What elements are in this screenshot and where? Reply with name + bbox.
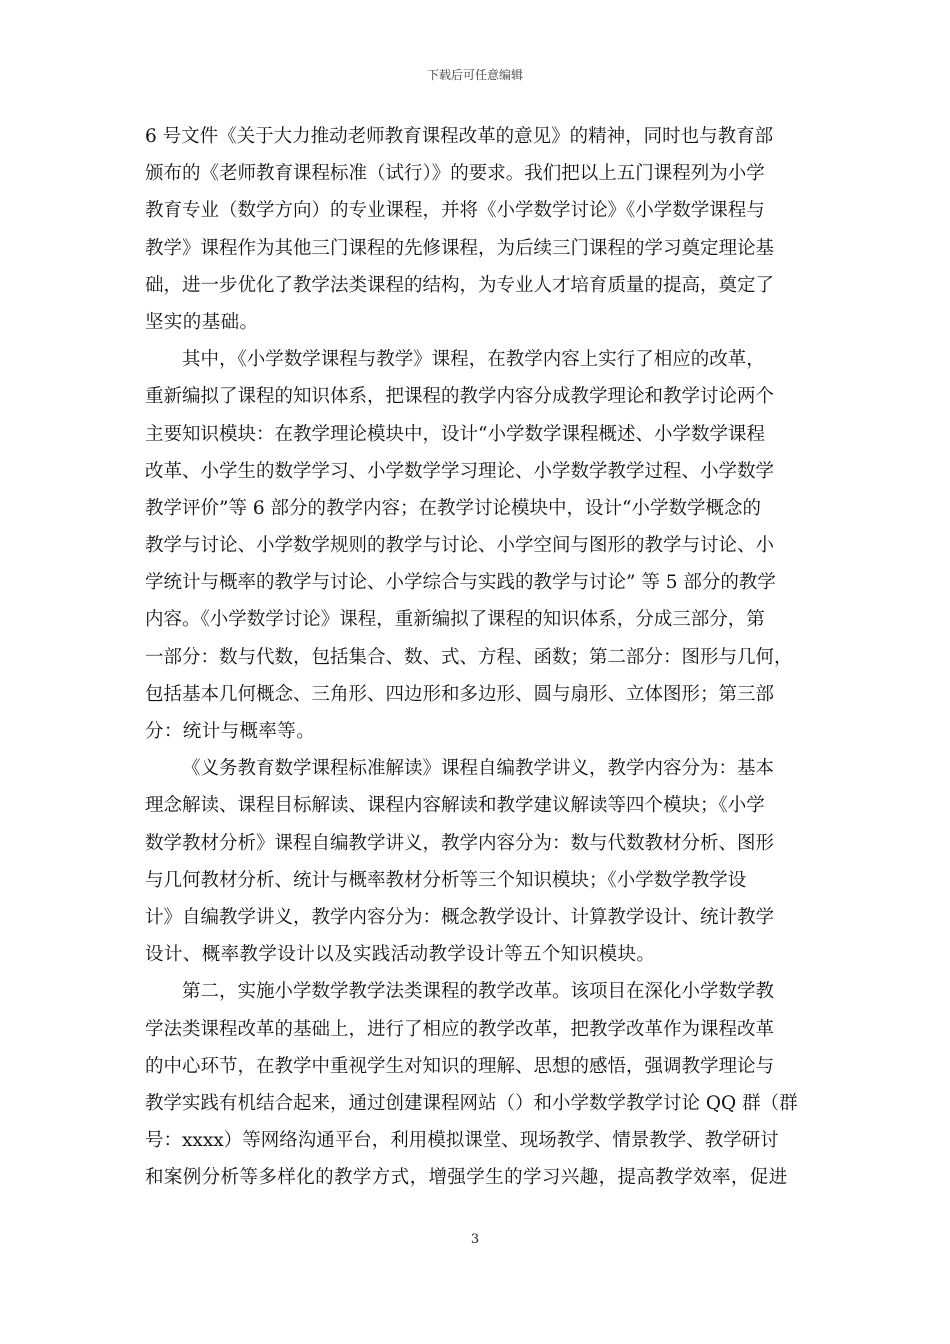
text-line: 和案例分析等多样化的教学方式，增强学生的学习兴趣，提高教学效率，促进 <box>145 1167 788 1189</box>
text-line: 设计、概率教学设计以及实践活动教学设计等五个知识模块。 <box>145 944 656 966</box>
text-line: 理念解读、课程目标解读、课程内容解读和教学建议解读等四个模块；《小学 <box>145 795 765 817</box>
text-line: 教学评价”等 6 部分的教学内容；在教学讨论模块中，设计“小学数学概念的 <box>145 497 761 519</box>
text-line: 教学实践有机结合起来，通过创建课程网站（）和小学数学教学讨论 QQ 群（群 <box>145 1092 798 1114</box>
text-line: 教学与讨论、小学数学规则的教学与讨论、小学空间与图形的教学与讨论、小 <box>145 535 775 557</box>
text-line: 颁布的《老师教育课程标准（试行）》的要求。我们把以上五门课程列为小学 <box>145 163 765 185</box>
page-header: 下载后可任意编辑 <box>426 68 523 82</box>
text-line: 第二，实施小学数学教学法类课程的教学改革。该项目在深化小学数学教 <box>182 981 775 1003</box>
text-line: 其中，《小学数学课程与教学》课程，在教学内容上实行了相应的改革， <box>182 349 765 371</box>
text-line: 6 号文件《关于大力推动老师教育课程改革的意见》的精神，同时也与教育部 <box>145 126 774 147</box>
text-line: 包括基本几何概念、三角形、四边形和多边形、圆与扇形、立体图形；第三部 <box>145 683 775 705</box>
text-line: 与几何教材分析、统计与概率教材分析等三个知识模块；《小学数学教学设 <box>145 869 747 891</box>
text-line: 计》自编教学讲义，教学内容分为：概念教学设计、计算教学设计、统计教学 <box>145 906 775 928</box>
text-line: 的中心环节，在教学中重视学生对知识的理解、思想的感悟，强调教学理论与 <box>145 1055 775 1077</box>
text-line: 教学》课程作为其他三门课程的先修课程，为后续三门课程的学习奠定理论基 <box>145 237 775 259</box>
text-line: 分：统计与概率等。 <box>145 721 316 742</box>
text-line: 学法类课程改革的基础上，进行了相应的教学改革，把教学改革作为课程改革 <box>145 1018 775 1040</box>
document-body <box>145 118 810 1196</box>
paragraph <box>145 341 810 750</box>
paragraph <box>145 118 810 341</box>
text-line: 重新编拟了课程的知识体系，把课程的教学内容分成教学理论和教学讨论两个 <box>145 386 775 408</box>
text-line: 改革、小学生的数学学习、小学数学学习理论、小学数学教学过程、小学数学 <box>145 460 775 482</box>
paragraph <box>145 750 810 973</box>
text-line: 主要知识模块：在教学理论模块中，设计“小学数学课程概述、小学数学课程 <box>145 423 765 445</box>
page-number: 3 <box>470 1232 480 1247</box>
paragraph <box>145 973 810 1196</box>
text-line: 内容。《小学数学讨论》课程，重新编拟了课程的知识体系，分成三部分，第 <box>145 609 765 631</box>
text-line: 教育专业（数学方向）的专业课程，并将《小学数学讨论》《小学数学课程与 <box>145 200 765 222</box>
text-line: 础，进一步优化了教学法类课程的结构，为专业人才培育质量的提高，奠定了 <box>145 274 775 296</box>
text-line: 一部分：数与代数，包括集合、数、式、方程、函数；第二部分：图形与几何， <box>145 646 793 668</box>
text-line: 数学教材分析》课程自编教学讲义，教学内容分为：数与代数教材分析、图形 <box>145 832 775 854</box>
text-line: 学统计与概率的教学与讨论、小学综合与实践的教学与讨论” 等 5 部分的教学 <box>145 572 776 594</box>
text-line: 坚实的基础。 <box>145 311 259 333</box>
text-line: 号：xxxx）等网络沟通平台，利用模拟课堂、现场教学、情景教学、教学研讨 <box>145 1130 779 1152</box>
text-line: 《义务教育数学课程标准解读》课程自编教学讲义，教学内容分为：基本 <box>182 758 775 780</box>
